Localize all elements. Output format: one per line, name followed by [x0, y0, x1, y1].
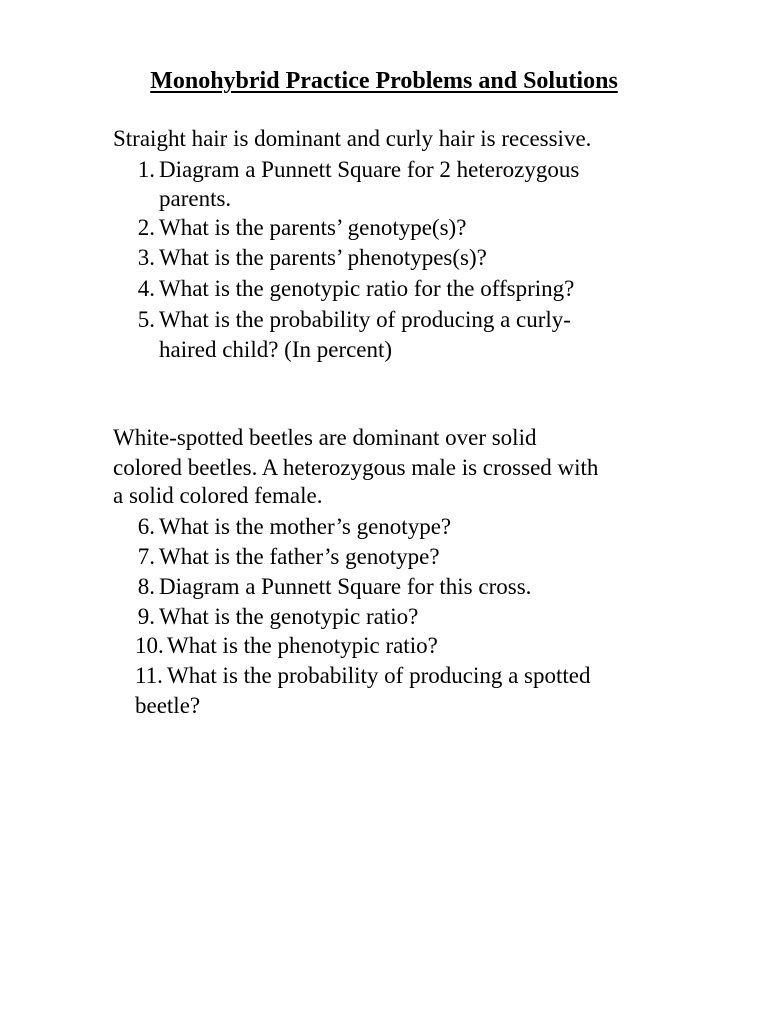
intro-line: colored beetles. A heterozygous male is crossed with — [113, 455, 599, 480]
question-number: 6. — [137, 514, 155, 539]
question-text-line: Diagram a Punnett Square for 2 heterozygous — [159, 157, 580, 182]
question-text-line: What is the mother’s genotype? — [159, 514, 452, 539]
question-text-line: What is the genotypic ratio for the offspring? — [159, 276, 575, 301]
question-text-line: What is the probability of producing a spotted — [167, 663, 591, 688]
question-number: 11. — [135, 663, 163, 688]
question-text-line: What is the parents’ genotype(s)? — [159, 215, 467, 240]
question-number: 3. — [137, 245, 155, 270]
question-number: 7. — [137, 544, 155, 569]
question-text-line: Diagram a Punnett Square for this cross. — [159, 574, 532, 599]
question-number: 1. — [137, 157, 155, 182]
question-number: 2. — [137, 215, 155, 240]
question-number: 9. — [137, 604, 155, 629]
question-text-line: haired child? (In percent) — [159, 337, 393, 362]
question-text-line: What is the phenotypic ratio? — [167, 633, 438, 658]
question-text-line: What is the parents’ phenotypes(s)? — [159, 245, 487, 270]
section1-intro: Straight hair is dominant and curly hair is recessive. — [113, 126, 592, 151]
question-number: 8. — [137, 574, 155, 599]
page-title: Monohybrid Practice Problems and Solutions — [150, 68, 618, 94]
intro-line: White-spotted beetles are dominant over solid — [113, 425, 537, 450]
question-number: 10. — [135, 633, 164, 658]
question-text-line: What is the father’s genotype? — [159, 544, 440, 569]
question-text-line: What is the probability of producing a curly- — [159, 307, 571, 332]
question-text-line: beetle? — [135, 693, 201, 718]
question-text-line: parents. — [159, 186, 232, 211]
question-number: 4. — [137, 276, 155, 301]
question-text-line: What is the genotypic ratio? — [159, 604, 419, 629]
intro-line: a solid colored female. — [113, 483, 323, 508]
question-number: 5. — [137, 307, 155, 332]
